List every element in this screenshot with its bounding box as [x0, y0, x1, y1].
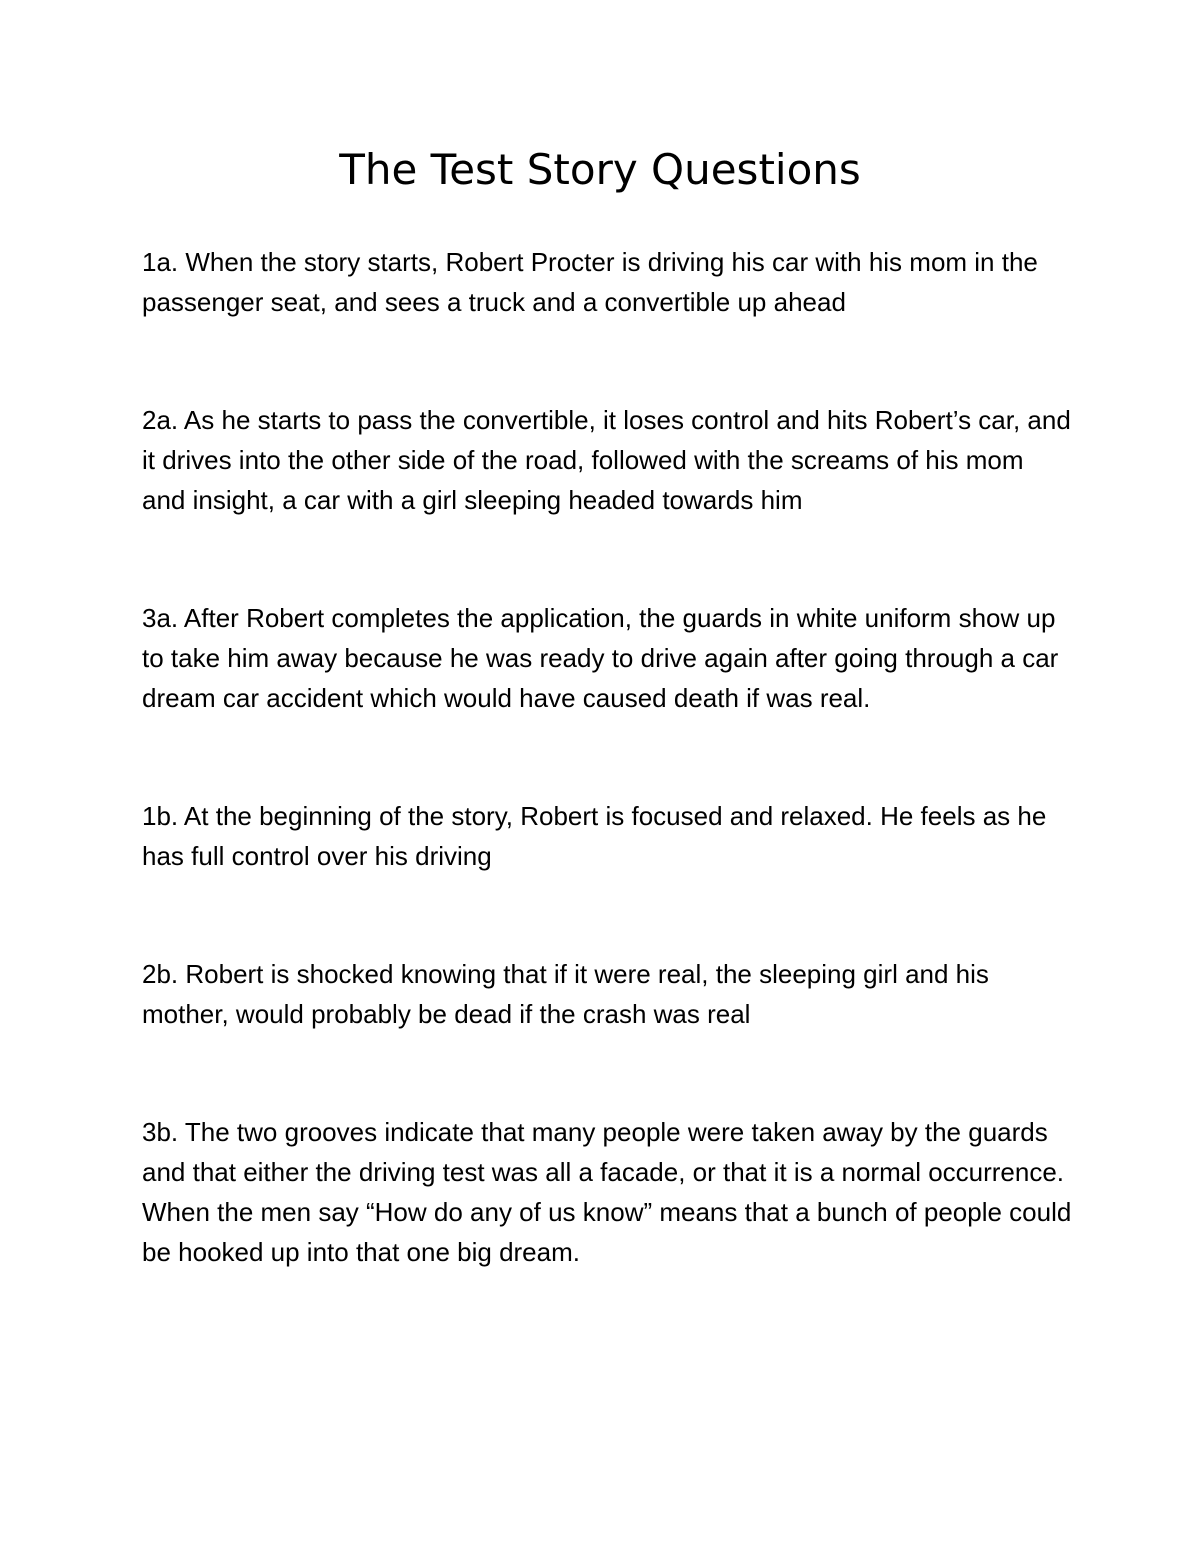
- answer-3a: 3a. After Robert completes the application, the guards in white uniform show up to take him away because he was ready to drive again after going through a car dream car accident which would have caused death if was real.: [142, 603, 1059, 713]
- answer-1b: 1b. At the beginning of the story, Robert is focused and relaxed. He feels as he has full control over his driving: [142, 801, 1047, 871]
- answer-2a: 2a. As he starts to pass the convertible, it loses control and hits Robert’s car, and it drives into the other side of the road, followed with the screams of his mom and insight, a car with a girl sleeping headed towards him: [142, 405, 1071, 515]
- answer-2b: 2b. Robert is shocked knowing that if it were real, the sleeping girl and his mother, would probably be dead if the crash was real: [142, 959, 989, 1029]
- answer-1a: 1a. When the story starts, Robert Procter is driving his car with his mom in the passenger seat, and sees a truck and a convertible up ahead: [142, 247, 1038, 317]
- answer-3b: 3b. The two grooves indicate that many people were taken away by the guards and that either the driving test was all a facade, or that it is a normal occurrence. When the men say “How do any of us know” means that a bunch of people could be hooked up into that one big dream.: [142, 1117, 1072, 1267]
- page-title: The Test Story Questions: [339, 145, 861, 194]
- answer-list: [142, 242, 1072, 1272]
